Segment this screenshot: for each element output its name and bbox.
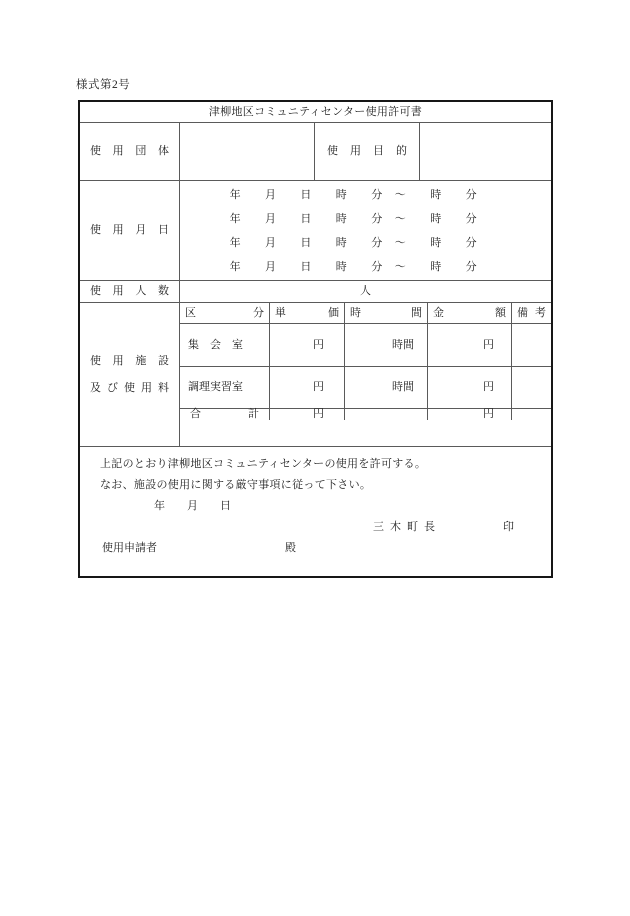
fee-hours bbox=[345, 409, 428, 420]
people-label-cell bbox=[80, 281, 180, 302]
facility-label-line2: 及び使用料 bbox=[90, 381, 169, 394]
usage-date-label: 使用月日 bbox=[90, 224, 169, 236]
usage-date-label-cell bbox=[80, 181, 180, 280]
facility-label-cell bbox=[80, 303, 180, 446]
mayor-signature-line bbox=[80, 517, 551, 538]
approval-statement-line1: 上記のとおり津柳地区コミュニティセンターの使用を許可する。 bbox=[100, 458, 427, 470]
applicant-label: 使用申請者 bbox=[102, 542, 157, 554]
usage-date-line: 年 月 日 時 分 ～ 時 分 bbox=[229, 261, 478, 273]
fee-note bbox=[512, 409, 551, 420]
people-label: 使用人数 bbox=[90, 285, 169, 297]
applicant-line bbox=[80, 538, 551, 559]
org-label: 使用団体 bbox=[90, 145, 169, 157]
usage-date-value-cell bbox=[180, 181, 551, 280]
seal-placeholder: 印 bbox=[503, 521, 514, 533]
purpose-value-cell bbox=[420, 123, 551, 180]
form-number: 様式第2号 bbox=[76, 79, 131, 91]
fee-header-amount: 金額 bbox=[428, 303, 512, 323]
purpose-label-cell bbox=[315, 123, 420, 180]
fee-unit-price: 円 bbox=[270, 367, 345, 408]
fee-note bbox=[512, 367, 551, 408]
usage-date-line: 年 月 日 時 分 ～ 時 分 bbox=[229, 213, 478, 225]
fee-header-hours: 時間 bbox=[345, 303, 428, 323]
fee-header-note: 備考 bbox=[517, 306, 546, 319]
approval-statement-line2: なお、施設の使用に関する厳守事項に従って下さい。 bbox=[100, 479, 372, 491]
fee-amount: 円 bbox=[428, 367, 512, 408]
usage-date-line: 年 月 日 時 分 ～ 時 分 bbox=[229, 189, 478, 201]
fee-room-name: 調理実習室 bbox=[180, 367, 270, 408]
fee-room-name: 集 会 室 bbox=[180, 324, 270, 366]
facility-fee-row bbox=[80, 303, 551, 447]
usage-date-line: 年 月 日 時 分 ～ 時 分 bbox=[229, 237, 478, 249]
people-row bbox=[80, 281, 551, 303]
document-title: 津柳地区コミュニティセンター使用許可書 bbox=[80, 102, 551, 123]
fee-row-total bbox=[180, 409, 551, 420]
fee-hours: 時間 bbox=[345, 324, 428, 366]
fee-row-cooking-room bbox=[180, 367, 551, 409]
org-label-cell bbox=[80, 123, 180, 180]
facility-label-line2-wrap bbox=[90, 375, 169, 402]
fee-row-meeting-room bbox=[180, 324, 551, 367]
org-purpose-row bbox=[80, 123, 551, 181]
fee-hours: 時間 bbox=[345, 367, 428, 408]
approval-date-line: 年 月 日 bbox=[154, 500, 231, 512]
approval-section bbox=[80, 447, 551, 574]
applicant-honorific: 殿 bbox=[285, 542, 296, 554]
permit-form-table bbox=[78, 100, 553, 578]
mayor-title: 三木町長 bbox=[373, 521, 441, 533]
fee-amount: 円 bbox=[428, 409, 512, 420]
facility-label-line1-wrap bbox=[90, 348, 169, 375]
fee-header-row bbox=[180, 303, 551, 324]
facility-label-line1: 使用施設 bbox=[90, 354, 169, 367]
fee-unit-price: 円 bbox=[270, 409, 345, 420]
fee-table bbox=[180, 303, 551, 446]
fee-unit-price: 円 bbox=[270, 324, 345, 366]
org-value-cell bbox=[180, 123, 315, 180]
purpose-label: 使用目的 bbox=[327, 145, 407, 157]
fee-amount: 円 bbox=[428, 324, 512, 366]
fee-total-label: 合計 bbox=[180, 409, 270, 420]
fee-header-unit-price: 単価 bbox=[270, 303, 345, 323]
fee-note bbox=[512, 324, 551, 366]
fee-header-category: 区分 bbox=[180, 303, 270, 323]
usage-date-row bbox=[80, 181, 551, 281]
people-value-cell: 人 bbox=[360, 285, 371, 297]
